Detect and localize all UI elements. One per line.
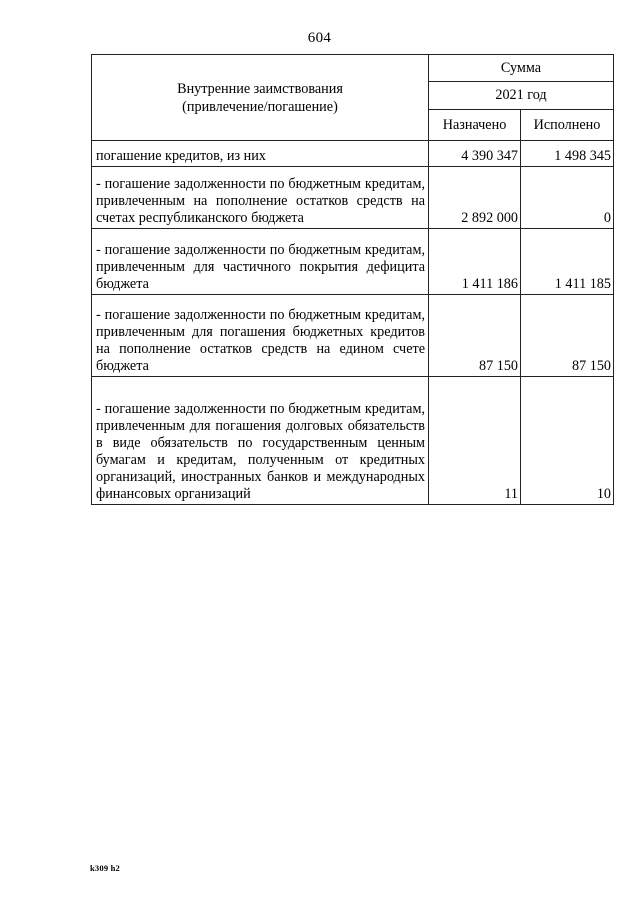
row-planned: 2 892 000 <box>429 167 521 229</box>
row-description: - погашение задолженности по бюджетным кредитам, привлеченным для погашения долговых обязательств в виде обязательств по государственным ценным бумагам и кредитам, полученным от кредитных организаций, иностранных банков и международных финансовых организаций <box>92 377 429 505</box>
table-header-row <box>92 55 614 82</box>
table-row <box>92 229 614 295</box>
header-planned: Назначено <box>429 110 521 141</box>
header-borrowings-cell <box>92 55 429 141</box>
row-description: погашение кредитов, из них <box>92 141 429 167</box>
table-row <box>92 377 614 505</box>
header-title-line2: (привлечение/погашение) <box>182 98 338 115</box>
row-planned: 87 150 <box>429 295 521 377</box>
row-planned: 1 411 186 <box>429 229 521 295</box>
table-row <box>92 167 614 229</box>
row-executed: 0 <box>521 167 614 229</box>
row-planned: 4 390 347 <box>429 141 521 167</box>
row-description: - погашение задолженности по бюджетным кредитам, привлеченным для погашения бюджетных кредитов на пополнение остатков средств на едином счете бюджета <box>92 295 429 377</box>
row-description: - погашение задолженности по бюджетным кредитам, привлеченным на пополнение остатков средств на счетах республиканского бюджета <box>92 167 429 229</box>
document-code: k309 h2 <box>90 863 120 873</box>
page-number: 604 <box>307 30 332 46</box>
header-executed: Исполнено <box>521 110 614 141</box>
header-sum: Сумма <box>429 55 614 82</box>
row-description: - погашение задолженности по бюджетным кредитам, привлеченным для частичного покрытия дефицита бюджета <box>92 229 429 295</box>
row-executed: 1 411 185 <box>521 229 614 295</box>
header-title-line1: Внутренние заимствования <box>177 80 343 97</box>
borrowings-table <box>91 54 614 505</box>
row-executed: 1 498 345 <box>521 141 614 167</box>
row-executed: 10 <box>521 377 614 505</box>
table-row <box>92 295 614 377</box>
table-row <box>92 141 614 167</box>
row-executed: 87 150 <box>521 295 614 377</box>
header-year: 2021 год <box>429 82 614 110</box>
row-planned: 11 <box>429 377 521 505</box>
